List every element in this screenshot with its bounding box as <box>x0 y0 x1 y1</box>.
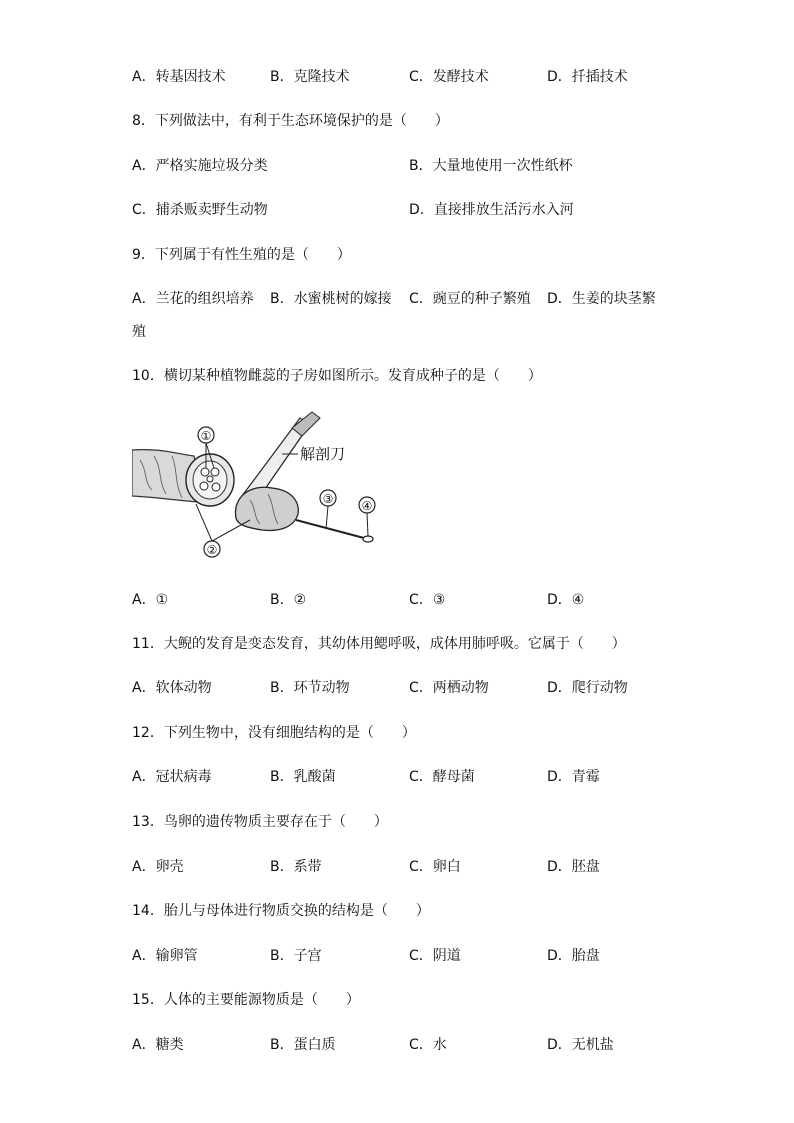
question-14-stem: 14．胎儿与母体进行物质交换的结构是（ ） <box>132 903 430 919</box>
option-b[interactable]: B．蛋白质 <box>270 1037 336 1053</box>
option-d[interactable]: D．无机盐 <box>547 1037 614 1053</box>
option-b[interactable]: B．乳酸菌 <box>270 769 336 785</box>
option-c[interactable]: C．阴道 <box>409 948 461 964</box>
option-c[interactable]: C．卵白 <box>409 859 461 875</box>
option-d[interactable]: D．胚盘 <box>547 859 600 875</box>
question-15-stem: 15．人体的主要能源物质是（ ） <box>132 992 360 1008</box>
option-d[interactable]: D．青霉 <box>547 769 600 785</box>
option-d[interactable]: D．直接排放生活污水入河 <box>409 202 574 218</box>
scalpel-label: 解剖刀 <box>300 445 346 463</box>
stigma <box>363 536 373 542</box>
question-12-stem: 12．下列生物中，没有细胞结构的是（ ） <box>132 725 416 741</box>
option-a[interactable]: A．软体动物 <box>132 680 212 696</box>
option-c[interactable]: C．③ <box>409 592 446 608</box>
ovary-half <box>235 487 298 530</box>
style <box>296 520 364 538</box>
option-d-wrap: 殖 <box>132 324 146 340</box>
question-10-stem: 10．横切某种植物雌蕊的子房如图所示。发育成种子的是（ ） <box>132 368 542 384</box>
option-c[interactable]: C．水 <box>409 1037 447 1053</box>
option-d[interactable]: D．扦插技术 <box>547 69 628 85</box>
option-d[interactable]: D．④ <box>547 592 585 608</box>
option-a[interactable]: A．兰花的组织培养 <box>132 291 254 307</box>
option-c[interactable]: C．酵母菌 <box>409 769 475 785</box>
marker-3: ③ <box>322 492 334 506</box>
option-d[interactable]: D．生姜的块茎繁 <box>547 291 656 307</box>
question-9-stem: 9．下列属于有性生殖的是（ ） <box>132 247 351 263</box>
option-a[interactable]: A．① <box>132 592 169 608</box>
option-a[interactable]: A．严格实施垃圾分类 <box>132 158 268 174</box>
option-c[interactable]: C．两栖动物 <box>409 680 489 696</box>
question-8-stem: 8．下列做法中，有利于生态环境保护的是（ ） <box>132 113 449 129</box>
option-a[interactable]: A．糖类 <box>132 1037 184 1053</box>
marker-1: ① <box>200 429 212 443</box>
option-b[interactable]: B．环节动物 <box>270 680 350 696</box>
option-c[interactable]: C．捕杀贩卖野生动物 <box>132 202 268 218</box>
option-b[interactable]: B．子宫 <box>270 948 322 964</box>
option-b[interactable]: B．水蜜桃树的嫁接 <box>270 291 392 307</box>
option-a[interactable]: A．输卵管 <box>132 948 198 964</box>
option-d[interactable]: D．爬行动物 <box>547 680 628 696</box>
option-c[interactable]: C．发酵技术 <box>409 69 489 85</box>
question-11-stem: 11．大鲵的发育是变态发育，其幼体用鳃呼吸，成体用肺呼吸。它属于（ ） <box>132 636 626 652</box>
option-b[interactable]: B．大量地使用一次性纸杯 <box>409 158 573 174</box>
marker-2: ② <box>206 543 218 557</box>
option-c[interactable]: C．豌豆的种子繁殖 <box>409 291 531 307</box>
option-a[interactable]: A．卵壳 <box>132 859 184 875</box>
option-a[interactable]: A．冠状病毒 <box>132 769 212 785</box>
option-a[interactable]: A．转基因技术 <box>132 69 226 85</box>
option-b[interactable]: B．② <box>270 592 307 608</box>
option-b[interactable]: B．系带 <box>270 859 322 875</box>
question-13-stem: 13．鸟卵的遗传物质主要存在于（ ） <box>132 814 388 830</box>
marker-4: ④ <box>361 499 373 513</box>
option-d[interactable]: D．胎盘 <box>547 948 600 964</box>
ovary-cross-section-figure <box>132 410 382 562</box>
option-b[interactable]: B．克隆技术 <box>270 69 350 85</box>
